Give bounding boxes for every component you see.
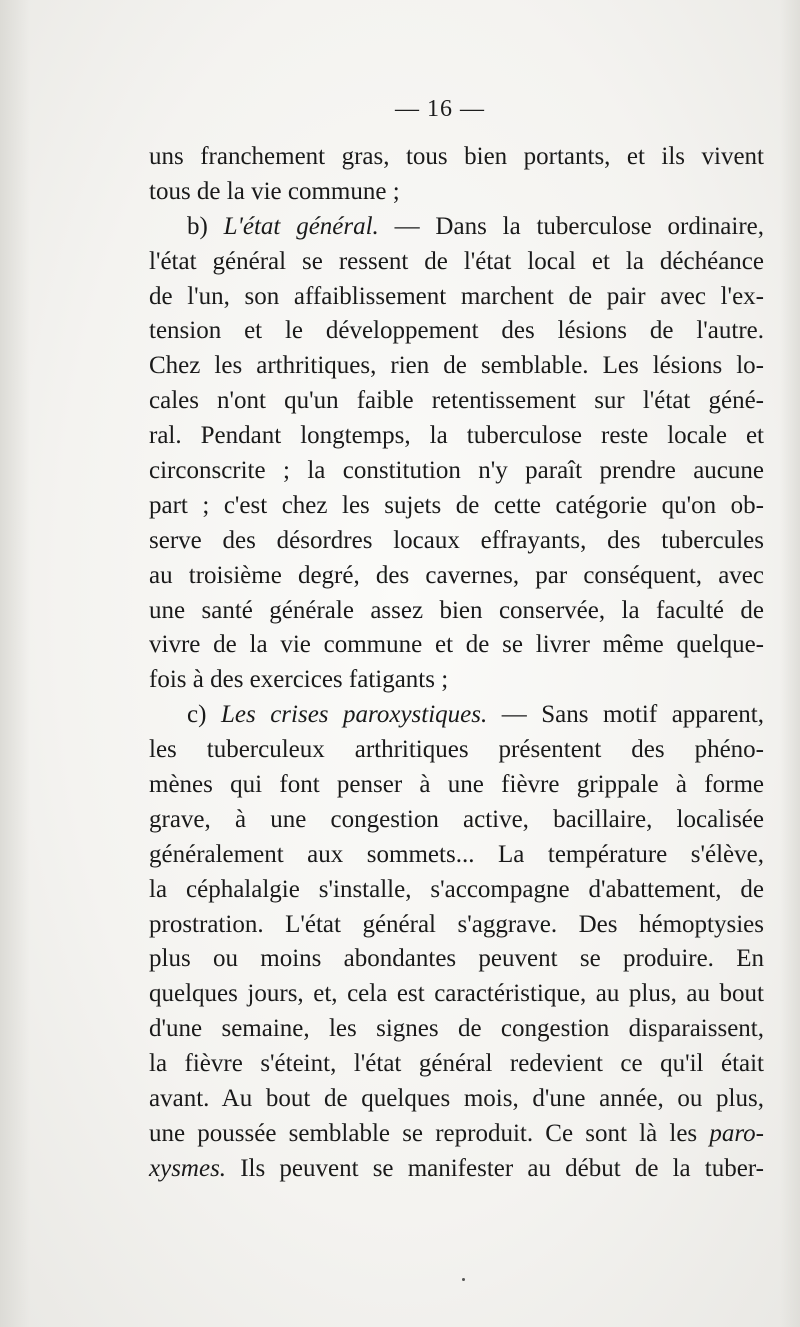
line-text: prostration. L'état général s'aggrave. Des hémoptysies — [149, 910, 764, 938]
text-line — [149, 280, 764, 315]
text-line — [149, 977, 764, 1012]
line-text: Chez les arthritiques, rien de semblable. Les lésions lo- — [149, 352, 764, 380]
text-line — [149, 594, 764, 629]
line-text: les tuberculeux arthritiques présentent des phéno- — [149, 736, 764, 764]
text-line — [149, 524, 764, 559]
text-line — [149, 1012, 764, 1047]
section-heading: xysmes. — [149, 1154, 227, 1182]
text-line — [149, 419, 764, 454]
text-line — [149, 140, 764, 175]
page-gutter-shadow — [0, 0, 30, 1327]
line-text: Ils peuvent se manifester au début de la tuber- — [226, 1154, 764, 1182]
text-line — [149, 663, 764, 698]
line-text: fois à des exercices fatigants ; — [149, 666, 449, 694]
line-text: serve des désordres locaux effrayants, des tubercules — [149, 526, 764, 554]
text-line — [149, 1082, 764, 1117]
text-line — [149, 489, 764, 524]
line-text: d'une semaine, les signes de congestion disparaissent, — [149, 1015, 764, 1043]
line-text: une poussée semblable se reproduit. Ce sont là les — [149, 1119, 710, 1147]
text-line — [149, 768, 764, 803]
text-line — [149, 384, 764, 419]
line-text: — Dans la tuberculose ordinaire, — [378, 212, 765, 240]
text-line — [149, 245, 764, 280]
line-text: part ; c'est chez les sujets de cette catégorie qu'on ob- — [149, 491, 764, 519]
text-line — [149, 175, 764, 210]
line-text: tension et le développement des lésions de l'autre. — [149, 317, 764, 345]
text-line — [149, 1047, 764, 1082]
page-number: — 16 — — [395, 96, 485, 122]
text-line — [149, 1117, 764, 1152]
text-line — [149, 733, 764, 768]
section-heading: L'état général. — [223, 212, 379, 240]
line-text: de l'un, son affaiblissement marchent de pair avec l'ex- — [149, 282, 764, 310]
text-line — [149, 349, 764, 384]
text-line — [149, 314, 764, 349]
line-text: uns franchement gras, tous bien portants, et ils vivent — [149, 143, 764, 170]
line-text: quelques jours, et, cela est caractéristique, au plus, au bout — [149, 980, 764, 1008]
body-text — [149, 140, 764, 1187]
page-edge-shadow — [780, 0, 800, 1327]
line-text: l'état général se ressent de l'état local et la déchéance — [149, 247, 764, 275]
line-text: ral. Pendant longtemps, la tuberculose reste locale et — [149, 422, 764, 450]
text-line — [149, 942, 764, 977]
line-text: plus ou moins abondantes peuvent se produire. En — [149, 945, 764, 973]
text-line — [149, 559, 764, 594]
text-line — [149, 698, 764, 733]
line-text: circonscrite ; la constitution n'y paraît prendre aucune — [149, 457, 764, 485]
line-text: grave, à une congestion active, bacillaire, localisée — [149, 805, 764, 833]
text-line — [149, 803, 764, 838]
paragraph-marker: b) — [187, 212, 224, 240]
line-text: la fièvre s'éteint, l'état général redevient ce qu'il était — [149, 1050, 764, 1078]
line-text: une santé générale assez bien conservée, la faculté de — [149, 596, 764, 624]
text-line — [149, 1152, 764, 1187]
text-line — [149, 838, 764, 873]
line-text: cales n'ont qu'un faible retentissement sur l'état géné- — [149, 387, 764, 415]
italic-term: paro- — [709, 1119, 764, 1147]
line-text: tous de la vie commune ; — [149, 177, 400, 205]
text-line — [149, 873, 764, 908]
paragraph-marker: c) — [187, 701, 221, 729]
paper-speck — [462, 1278, 465, 1281]
section-heading: Les crises paroxystiques. — [220, 701, 488, 729]
text-line — [149, 628, 764, 663]
text-line — [149, 210, 764, 245]
text-line — [149, 908, 764, 943]
line-text: la céphalalgie s'installe, s'accompagne d'abattement, de — [149, 875, 764, 903]
line-text: vivre de la vie commune et de se livrer même quelque- — [149, 631, 764, 659]
line-text: — Sans motif apparent, — [487, 701, 765, 729]
line-text: au troisième degré, des cavernes, par conséquent, avec — [149, 561, 764, 589]
line-text: avant. Au bout de quelques mois, d'une année, ou plus, — [149, 1085, 764, 1113]
line-text: généralement aux sommets... La température s'élève, — [149, 840, 764, 868]
line-text: mènes qui font penser à une fièvre grippale à forme — [149, 771, 764, 799]
text-line — [149, 454, 764, 489]
